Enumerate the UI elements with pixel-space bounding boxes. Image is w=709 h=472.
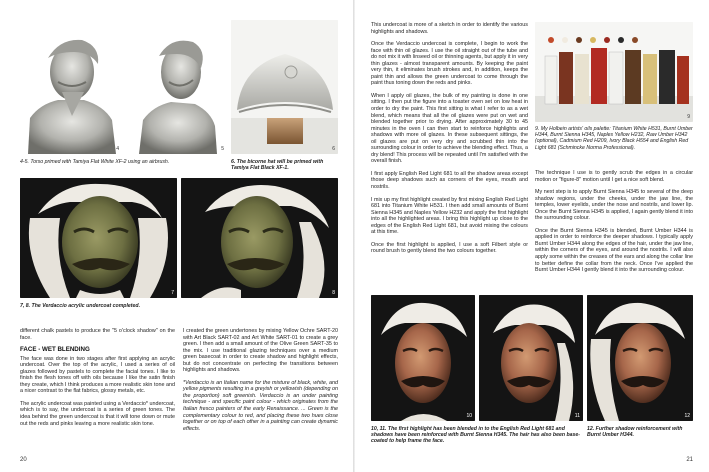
photo-fig-5 <box>125 20 227 154</box>
photo-fig-9 <box>535 22 693 122</box>
photo-number: 5 <box>221 146 224 152</box>
footnote: *Verdaccio is an Italian name for the mixture of black, white, and yellow pigments resulting in a greyish or yellowish (depending on the proportion) soft greenish. Verdaccio is an under painting technique - and specific paint colour - which originates from the Italian fresco painters of the early Renaissance. ... Green is the complementary colour to red, and placing these two hues close together or on top of each other in a painting can create dynamic effects. <box>183 379 338 432</box>
grey-bust-side-image <box>125 20 227 154</box>
right-page <box>355 0 709 472</box>
paragraph: My next step is to apply Burnt Sienna H345 to several of the deep shadow regions, under the cheeks, under the jaw line, the temples, lower eyelids, under the nose and nostrils, and lower lip. Once the Burnt Sienna H345 is applied, I again gently blend it into the surrounding colour. <box>535 189 693 222</box>
caption-fig-4-5: 4-5. Torso primed with Tamiya Flat White XF-2 using an airbrush. <box>20 159 170 165</box>
left-page <box>0 0 354 472</box>
oil-paint-tubes-image <box>535 22 693 122</box>
photo-number: 12 <box>684 413 690 419</box>
painted-face-side-image <box>479 295 583 421</box>
right-column-1 <box>371 22 528 261</box>
paragraph: The acrylic undercoat was painted using a Verdaccio* undercoat, which is to say, the undercoat is a series of green tones. The idea behind the green undercoat is that it will tone down or mute out the reds and pinks leaving a more realistic skin tone. <box>20 400 175 427</box>
green-face-front-image <box>20 178 177 298</box>
photo-fig-6 <box>231 20 338 154</box>
paragraph: I created the green undertones by mixing Yellow Ochre SART-20 with Art Black SART-02 and Art White SART-01 to create a grey green. I then add a small amount of the Olive Green SART-35 to the mix. I use traditional glazing techniques over a medium green basecoat in order to create shadow and highlight effects, but do not concentrate on perfecting the transitions between highlights and shadows. <box>183 328 338 374</box>
paragraph: Once the Verdaccio undercoat is complete, I begin to work the face with thin oil glazes. I use the oil straight out of the tube and do not mix it with linseed oil or thinning agents, but apply it in very thin glazes - almost transparent amounts. By keeping the paint very thin, it eliminates brush strokes and, in addition, keeps the paint thin and allows the green undercoat to come through the paint thus toning down the reds and pinks. <box>371 41 528 87</box>
caption-fig-12: 12. Further shadow reinforcement with Burnt Umber H344. <box>587 426 683 439</box>
paragraph: When I apply oil glazes, the bulk of my painting is done in one sitting. I then put the figure into a toaster oven set on low heat in order to dry the paint. This first sitting is what I refer to as a wet blend, which means that all the oil glazes were put on wet and blended together prior to drying. After approximately 30 to 45 minutes in the oven I can then start to reinforce highlights and shadows with more oil glazes. In these subsequent sittings, the oil glazes are put on very dry and scrubbed thin into the surrounding colour in order to achieve the blending effect. Thus, a dry blend! This process will be repeated until I'm satisfied with the overall finish. <box>371 92 528 165</box>
left-column-1 <box>20 328 175 433</box>
page-number: 21 <box>686 457 693 463</box>
painted-face-front-image <box>371 295 475 421</box>
page-number: 20 <box>20 457 27 463</box>
photo-number: 7 <box>171 290 174 296</box>
photo-fig-10 <box>371 295 475 421</box>
photo-fig-12 <box>587 295 693 421</box>
photo-number: 6 <box>332 146 335 152</box>
paragraph: Once the first highlight is applied, I use a soft Filbert style or round brush to gently blend the two colours together. <box>371 241 528 255</box>
bicorne-hat-image <box>231 20 338 154</box>
photo-number: 8 <box>332 290 335 296</box>
paragraph: I mix up my first highlight created by first mixing English Red Light 681 into Titanium White H531. I then add small amounts of Burnt Sienna H345 and Naples Yellow H232 and apply the first highlight into all the highlighted areas. I bring this highlight up close to the edges of the English Red Light 681, but avoid mixing the colours at this time. <box>371 196 528 236</box>
left-column-2 <box>183 328 338 438</box>
paragraph: different chalk pastels to produce the "5 o'clock shadow" on the face. <box>20 328 175 341</box>
photo-fig-7 <box>20 178 177 298</box>
paragraph: Once the Burnt Sienna H345 is blended, Burnt Umber H344 is applied in order to reinforce the deeper shadows. I typically apply Burnt Umber H344 along the edges of the hair, under the jaw line, within the corners of the eyes, and around the nostrils. I will also apply some within the creases of the ears and along the collar line to better define the collar from the neck. Once I've applied the Burnt Umber H344 I gently blend it into the surrounding colour. <box>535 227 693 274</box>
section-heading: FACE - WET BLENDING <box>20 346 90 354</box>
paragraph: The technique I use is to gently scrub the edges in a circular motion or "figure-8" motion until I get a nice soft blend. <box>535 170 693 183</box>
photo-fig-11 <box>479 295 583 421</box>
paragraph: This undercoat is more of a sketch in order to identify the various highlights and shadows. <box>371 22 528 35</box>
caption-fig-7-8: 7, 8. The Verdaccio acrylic undercoat completed. <box>20 303 141 309</box>
painted-face-shadow-image <box>587 295 693 421</box>
photo-number: 4 <box>116 146 119 152</box>
right-column-2 <box>535 170 693 280</box>
green-face-three-quarter-image <box>181 178 338 298</box>
photo-number: 11 <box>574 413 580 419</box>
photo-number: 9 <box>687 114 690 120</box>
caption-fig-9: 9. My Holbein artists' oils palette: Titanium White H531, Burnt Umber H344, Burnt Sienna H345, Naples Yellow H232, Raw Umber H342 (optional), Cadmium Red H209, Ivory Black H554 and English Red Light 681 (Schmincke Norma Professional). <box>535 126 693 151</box>
photo-number: 10 <box>466 413 472 419</box>
caption-fig-10-11: 10, 11. The first highlight has been blended in to the English Red Light 681 and shadows have been reinforced with Burnt Sienna H345. The hair has also been base-coated to help frame the face. <box>371 426 580 445</box>
photo-fig-4 <box>20 20 122 154</box>
caption-fig-6: 6. The bicorne hat will be primed with Tamiya Flat Black XF-1. <box>231 159 324 172</box>
paragraph: The face was done in two stages after first applying an acrylic undercoat. Over the top of the acrylic, I used a series of oil glazes followed by pastels to complete the facial tones. I like to finish the flesh tones off with oils because I like the satin finish they create, which I think produces a more realistic skin tone and a nicer contrast to the flat fabrics, glossy metals, etc. <box>20 355 175 395</box>
photo-fig-8 <box>181 178 338 298</box>
paragraph: I first apply English Red Light 681 to all the shadow areas except those deep shadows such as corners of the eyes, mouth and nostrils. <box>371 170 528 191</box>
grey-bust-image <box>20 20 122 154</box>
